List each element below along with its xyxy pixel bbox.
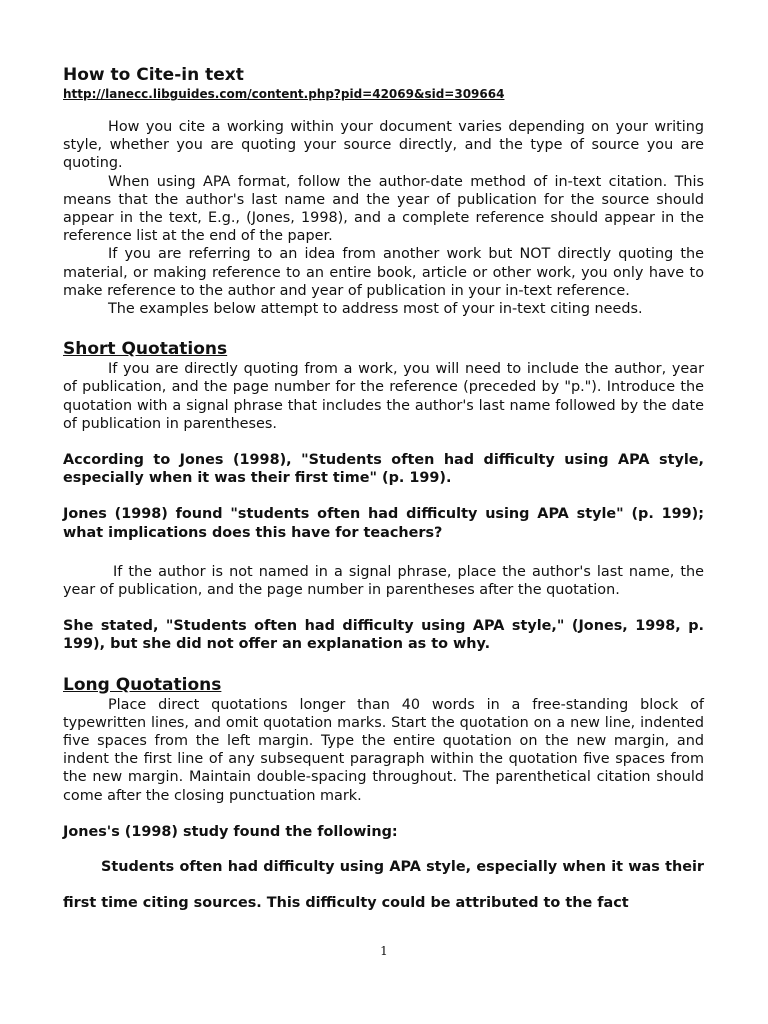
short-example-2: Jones (1998) found "students often had difficulty using APA style" (p. 199); what implications does this have for teachers?	[63, 506, 704, 541]
source-link[interactable]: http://lanecc.libguides.com/content.php?pid=42069&sid=309664	[63, 87, 505, 101]
long-quotation-lead: Jones's (1998) study found the following:	[63, 823, 398, 840]
page-number: 1	[380, 944, 388, 958]
intro-paragraph-3: If you are referring to an idea from another work but NOT directly quoting the material, or making reference to an entire book, article or other work, you only have to make reference to the author and year of publication in your in-text reference.	[63, 246, 704, 299]
short-quotations-heading: Short Quotations	[63, 339, 228, 360]
intro-paragraph-4: The examples below attempt to address most of your in-text citing needs.	[108, 301, 643, 318]
short-example-1: According to Jones (1998), "Students often had difficulty using APA style, especially when it was their first time" (p. 199).	[63, 452, 704, 487]
short-quotations-body-2: If the author is not named in a signal phrase, place the author's last name, the year of publication, and the page number in parentheses after the quotation.	[63, 563, 704, 599]
page-title: How to Cite-in text	[63, 65, 244, 85]
intro-paragraph-1: How you cite a working within your document varies depending on your writing style, whether you are quoting your source directly, and the type of source you are quoting.	[63, 119, 704, 172]
short-example-3: She stated, "Students often had difficulty using APA style," (Jones, 1998, p. 199), but she did not offer an explanation as to why.	[63, 618, 704, 653]
long-quotations-body: Place direct quotations longer than 40 words in a free-standing block of typewritten lines, and omit quotation marks. Start the quotation on a new line, indented five spaces from the left margin. Type the entire quotation on the new margin, and indent the first line of any subsequent paragraph within the quotation five spaces from the new margin. Maintain double-spacing throughout. The parenthetical citation should come after the closing punctuation mark.	[63, 696, 704, 804]
intro-paragraph-2: When using APA format, follow the author-date method of in-text citation. This means that the author's last name and the year of publication for the source should appear in the text, E.g., (Jones, 1998), and a complete reference should appear in the reference list at the end of the paper.	[63, 173, 704, 245]
document-body	[63, 64, 704, 921]
short-quotations-body: If you are directly quoting from a work, you will need to include the author, year of publication, and the page number for the reference (preceded by "p."). Introduce the quotation with a signal phrase that includes the author's last name followed by the date of publication in parentheses.	[63, 361, 704, 432]
long-quotations-heading: Long Quotations	[63, 674, 222, 695]
block-quotation: Students often had difficulty using APA style, especially when it was their first time citing sources. This difficulty could be attributed to the fact	[63, 859, 704, 912]
